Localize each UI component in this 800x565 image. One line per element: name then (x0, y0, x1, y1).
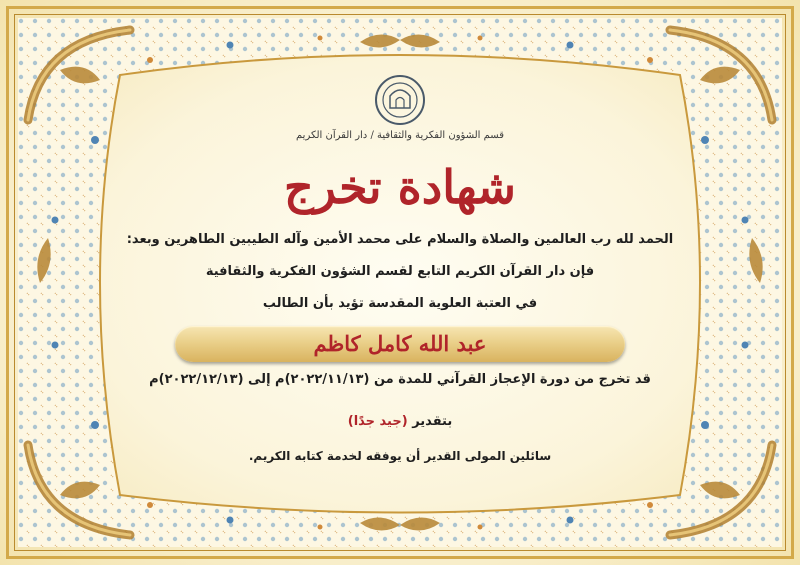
issuer-line: فإن دار القرآن الكريم التابع لقسم الشؤون الفكرية والثقافية (205, 264, 595, 279)
confirmation-line: في العتبة العلوية المقدسة تؤيد بأن الطالب (262, 296, 538, 311)
department-heading: قسم الشؤون الفكرية والثقافية / دار القرآن الكريم (296, 130, 504, 141)
certificate-title: شهادة تخرج (284, 160, 516, 214)
grade-value: (جيد جدًا) (347, 414, 408, 429)
closing-line: سائلين المولى القدير أن يوفقه لخدمة كتابه الكريم. (248, 449, 552, 463)
grade-line (0, 414, 800, 429)
grade-prefix: بتقدير (412, 414, 453, 429)
course-line: قد تخرج من دورة الإعجاز القرآني للمدة من (٢٠٢٢/١١/١٣)م إلى (٢٠٢٢/١٢/١٣)م (149, 372, 651, 387)
student-name: عبد الله كامل كاظم (313, 331, 487, 356)
opening-praise: الحمد لله رب العالمين والصلاة والسلام على محمد الأمين وآله الطيبين الطاهرين وبعد: (126, 232, 674, 247)
